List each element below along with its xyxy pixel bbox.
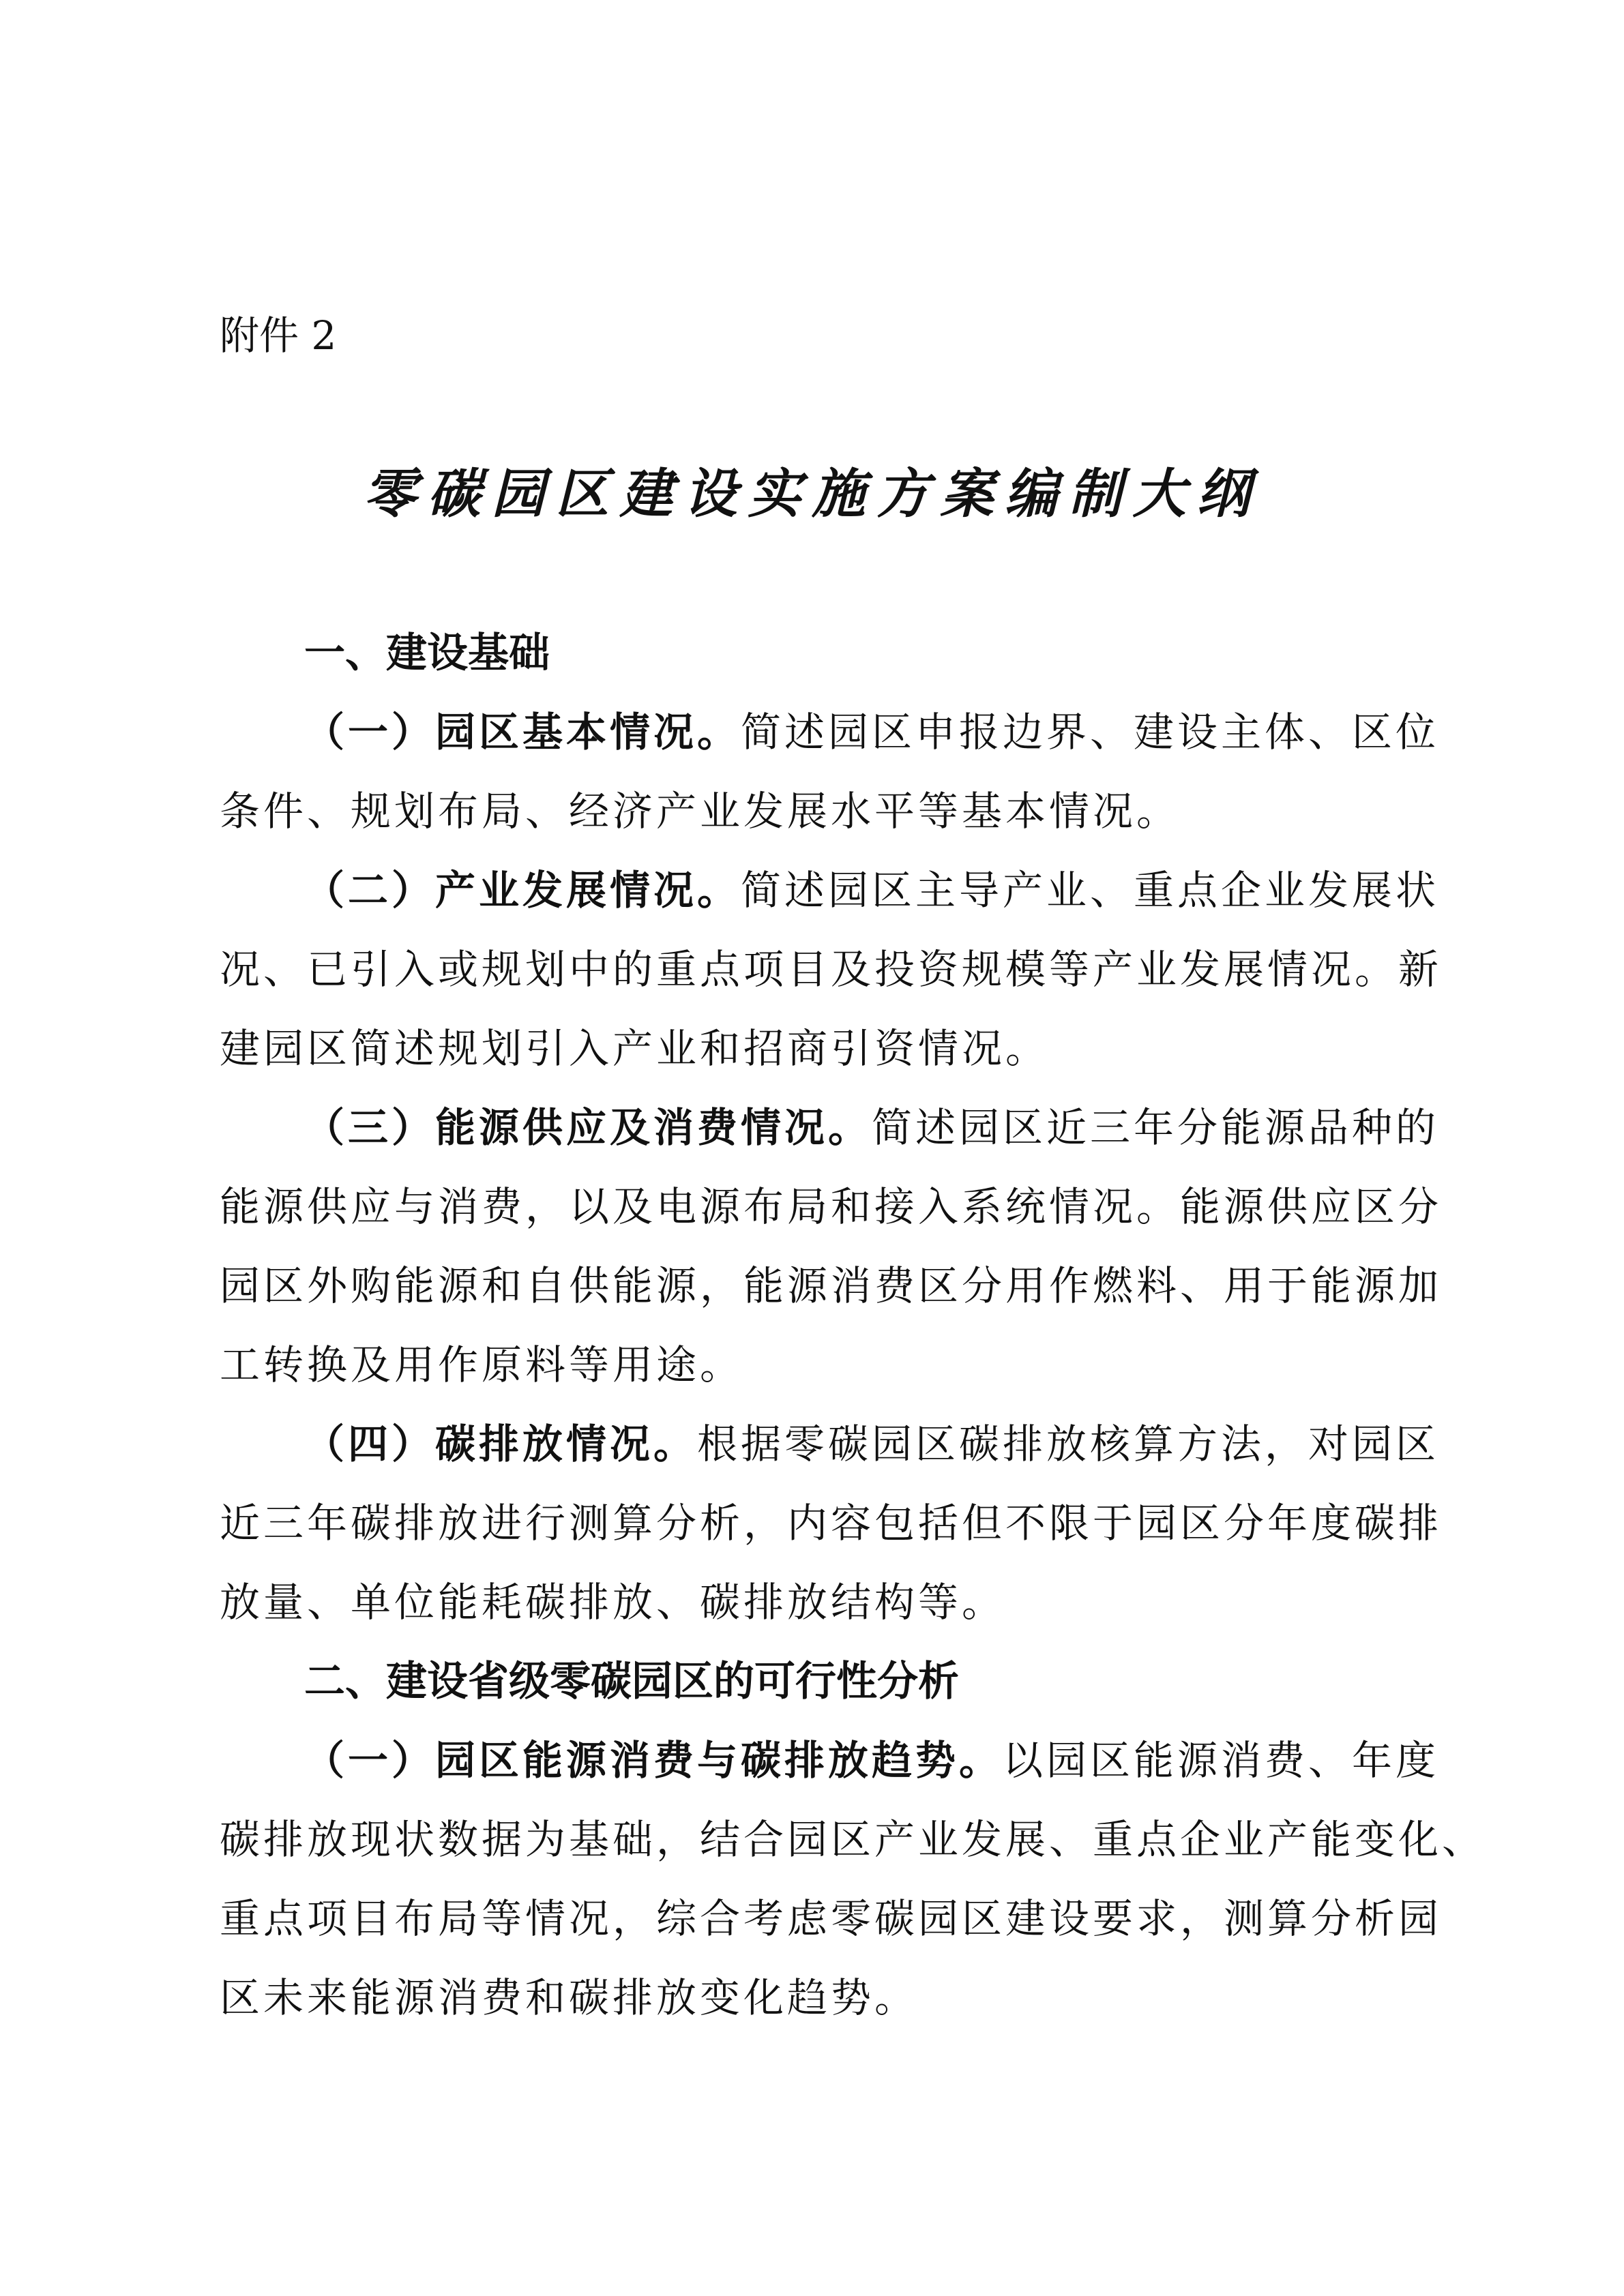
paragraph-text: 根据零碳园区碳排放核算方法，对园区 (697, 1420, 1440, 1467)
paragraph-line: 放量、单位能耗碳排放、碳排放结构等。 (220, 1579, 1006, 1626)
section-heading: 一、建设基础 (304, 629, 550, 677)
paragraph-line: 区未来能源消费和碳排放变化趋势。 (220, 1974, 919, 2021)
paragraph-line (220, 851, 1440, 930)
paragraph-subhead: （三）能源供应及消费情况。 (304, 1104, 872, 1151)
paragraph-line: 碳排放现状数据为基础，结合园区产业发展、重点企业产能变化、 (220, 1816, 1486, 1863)
paragraph-text: 简述园区近三年分能源品种的 (872, 1104, 1440, 1151)
paragraph-line: 建园区简述规划引入产业和招商引资情况。 (220, 1025, 1050, 1072)
paragraph-text: 以园区能源消费、年度 (1003, 1737, 1440, 1784)
document-body (220, 614, 1486, 2038)
paragraph-line: 况、已引入或规划中的重点项目及投资规模等产业发展情况。新 (220, 946, 1443, 993)
paragraph-text: 简述园区申报边界、建设主体、区位 (741, 709, 1440, 756)
paragraph (220, 1088, 1443, 1405)
paragraph-line: 近三年碳排放进行测算分析，内容包括但不限于园区分年度碳排 (220, 1500, 1443, 1547)
paragraph-line: 工转换及用作原料等用途。 (220, 1341, 744, 1388)
paragraph (220, 1405, 1443, 1642)
paragraph-line: 条件、规划布局、经济产业发展水平等基本情况。 (220, 788, 1181, 835)
paragraph (220, 693, 1440, 851)
section-heading: 二、建设省级零碳园区的可行性分析 (304, 1658, 959, 1705)
paragraph-line (220, 1088, 1440, 1167)
paragraph (220, 851, 1443, 1088)
paragraph-line: 重点项目布局等情况，综合考虑零碳园区建设要求，测算分析园 (220, 1895, 1443, 1942)
paragraph (220, 1721, 1486, 2038)
paragraph-line: 园区外购能源和自供能源，能源消费区分用作燃料、用于能源加 (220, 1262, 1443, 1309)
paragraph-subhead: （一）园区能源消费与碳排放趋势。 (304, 1737, 1003, 1784)
paragraph-line: 能源供应与消费，以及电源布局和接入系统情况。能源供应区分 (220, 1183, 1443, 1230)
paragraph-line (220, 1721, 1440, 1800)
paragraph-subhead: （四）碳排放情况。 (304, 1420, 698, 1467)
paragraph-subhead: （二）产业发展情况。 (304, 867, 741, 914)
paragraph-line (220, 693, 1440, 772)
paragraph-subhead: （一）园区基本情况。 (304, 709, 741, 756)
attachment-label: 附件 2 (220, 312, 337, 359)
document-title: 零碳园区建设实施方案编制大纲 (363, 463, 1261, 525)
paragraph-line (220, 1405, 1440, 1484)
paragraph-text: 简述园区主导产业、重点企业发展状 (741, 867, 1440, 914)
